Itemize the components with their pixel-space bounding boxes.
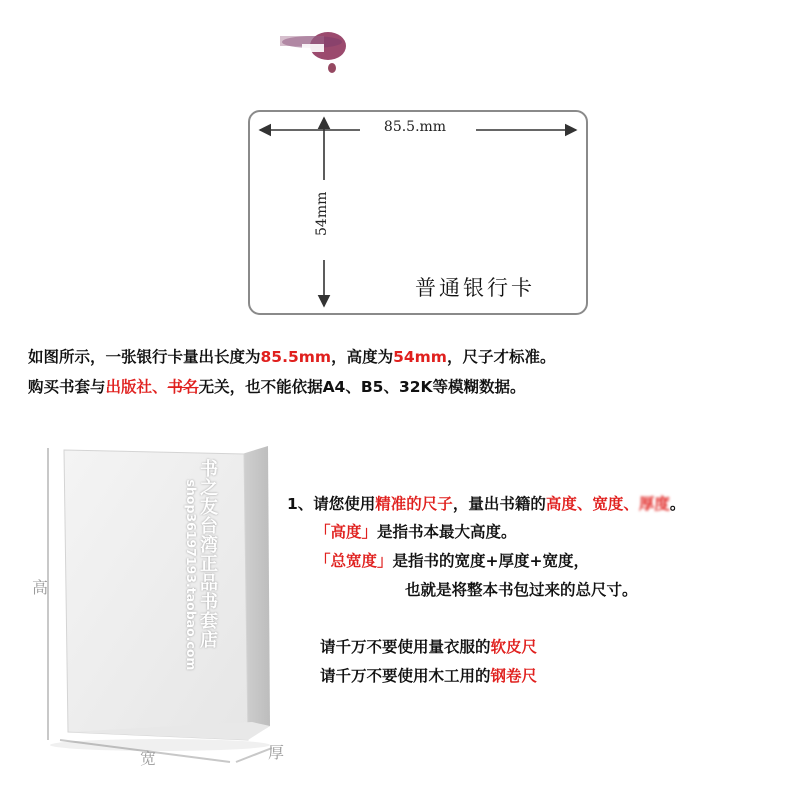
card-width-label: 85.5.mm (370, 119, 460, 135)
ins1-end: 。 (669, 495, 686, 513)
ins1-middle: ，量出书籍的 (452, 495, 546, 513)
desc1-middle: ，高度为 (331, 348, 394, 366)
ins2-term: 「高度」 (315, 523, 378, 541)
card-title: 普通银行卡 (415, 276, 535, 300)
desc2-prefix: 购买书套与 (28, 378, 106, 396)
desc1-suffix: ，尺子才标准。 (446, 348, 556, 366)
publisher-text: 出版社 (105, 378, 153, 396)
desc2-suffix: 无关，也不能依据A4、B5、32K等模糊数据。 (198, 378, 526, 396)
description-line-1 (28, 345, 555, 367)
ins1-sep1: 、 (576, 495, 593, 513)
ins6-prefix: 请千万不要使用木工用的 (320, 667, 491, 685)
bookname-text: 书名 (167, 378, 199, 396)
card-length-value: 85.5mm (260, 348, 332, 366)
ins1-height: 高度 (545, 495, 577, 513)
desc2-sep: 、 (152, 378, 168, 396)
ins1-prefix: 1、请您使用 (287, 495, 376, 513)
shop-logo-icon (272, 28, 352, 76)
book-width-label: 宽 (140, 749, 157, 768)
card-height-value: 54mm (393, 348, 447, 366)
instruction-6 (320, 664, 537, 686)
instruction-5 (320, 635, 537, 657)
ins6-tool: 钢卷尺 (490, 667, 538, 685)
instruction-3 (315, 549, 589, 571)
book-height-label: 高 (32, 578, 49, 597)
watermark-shop-name: 书之友台湾正品书套店 (200, 459, 218, 651)
instruction-2 (315, 520, 517, 542)
ins1-width: 宽度 (592, 495, 624, 513)
instruction-1 (287, 492, 685, 514)
ins3-term: 「总宽度」 (315, 552, 393, 570)
ins1-sep2: 、 (623, 495, 639, 513)
description-line-2 (28, 375, 526, 397)
desc1-prefix: 如图所示，一张银行卡量出长度为 (28, 348, 261, 366)
ins1-depth: 厚度 (638, 495, 670, 513)
instruction-4: 也就是将整本书包过来的总尺寸。 (405, 581, 638, 599)
ins1-ruler: 精准的尺子 (375, 495, 453, 513)
card-height-label: 54mm (314, 196, 336, 236)
ins2-text: 是指书本最大高度。 (377, 523, 517, 541)
book-depth-label: 厚 (268, 743, 285, 762)
ins3-text: 是指书的宽度+厚度+宽度， (392, 552, 589, 570)
ins5-tool: 软皮尺 (490, 638, 538, 656)
ins5-prefix: 请千万不要使用量衣服的 (320, 638, 491, 656)
book-illustration (20, 440, 290, 780)
watermark-shop-url: shop36197193.taobao.com (184, 479, 199, 671)
